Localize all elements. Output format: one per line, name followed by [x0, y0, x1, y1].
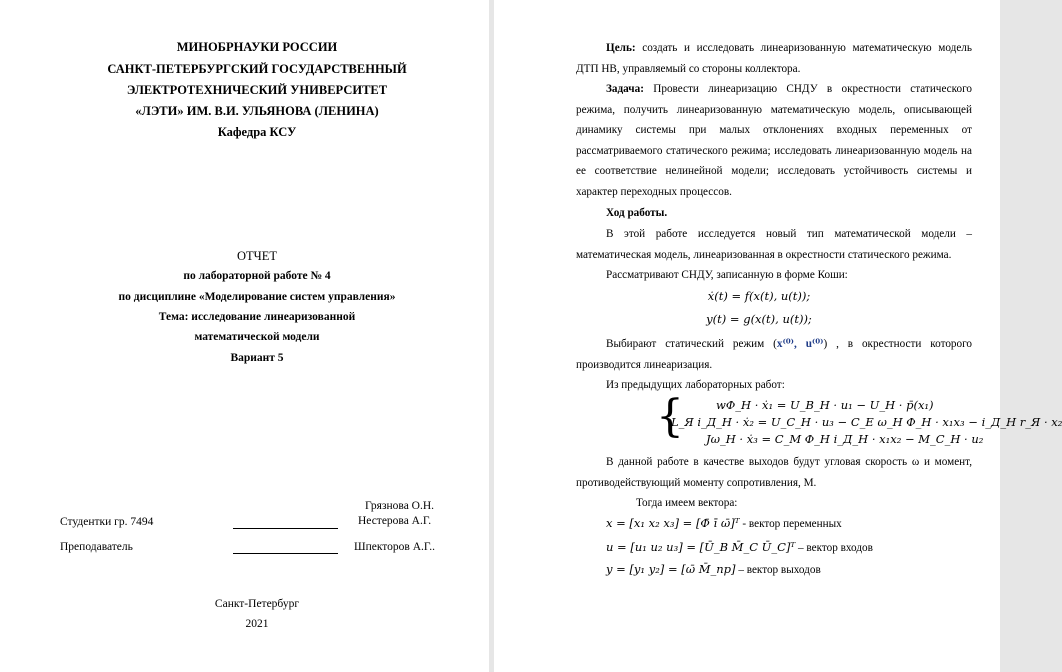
city-line: Санкт-Петербург [214, 598, 300, 610]
topic-line-2: математической модели [194, 331, 320, 343]
equation-state: ẋ(t) = f(x(t), u(t)); [707, 289, 811, 303]
vector-y: y = [y₁ y₂] = [ω̄ M̄_пр] [606, 562, 736, 576]
ministry-line: МИНОБРНАУКИ РОССИИ [176, 40, 338, 54]
vector-u: u = [u₁ u₂ u₃] = [Ū_B M̄_C Ū_C]ᵀ [606, 540, 796, 554]
progress-heading [576, 203, 972, 224]
outputs-text: В данной работе в качестве выходов будут угловая скорость ω и момент, противодействующий моменту сопротивления, М. [576, 456, 972, 489]
intro-text: В этой работе исследуется новый тип математической модели – математическая модель, линеаризованная в окрестности статического режима. [576, 228, 972, 261]
student-name-1: Грязнова О.Н. [365, 500, 435, 512]
static-text-post: ) , в окрестности которого производится линеаризация. [576, 338, 973, 371]
task-paragraph [576, 79, 972, 202]
static-vector: x⁽⁰⁾, u⁽⁰⁾ [776, 338, 824, 350]
static-text-pre: Выбирают статический режим ( [606, 338, 777, 350]
task-text: Провести линеаризацию СНДУ в окрестности статического режима, получить линеаризованную математическую модель, описывающей динамику системы при малых отклонениях входных переменных от рассматриваемого статического режима; исследовать линеаризованную модель на ее соответствие нелинейной модели; исследовать устойчивость системы и характер переходных процессов. [576, 83, 973, 198]
university-line-3: «ЛЭТИ» ИМ. В.И. УЛЬЯНОВА (ЛЕНИНА) [135, 104, 379, 118]
topic-line-1: Тема: исследование линеаризованной [158, 311, 356, 323]
vector-x-description: - вектор переменных [742, 518, 842, 530]
cauchy-paragraph [576, 265, 972, 286]
university-line-2: ЭЛЕКТРОТЕХНИЧЕСКИЙ УНИВЕРСИТЕТ [126, 83, 388, 97]
goal-label: Цель: [606, 42, 636, 54]
variant-line: Вариант 5 [230, 352, 284, 364]
department-line: Кафедра КСУ [217, 125, 297, 139]
vector-x-line [606, 516, 842, 530]
report-heading: ОТЧЕТ [236, 249, 278, 263]
vector-x: x = [x₁ x₂ x₃] = [Φ̄ ī ω̄]ᵀ [606, 516, 740, 530]
system-brace: { [656, 391, 684, 442]
title-page [0, 0, 489, 672]
system-equation-1: wΦ_H · ẋ₁ = U_B_H · u₁ − U_H · p̄(x₁) [716, 398, 934, 412]
vector-u-description: – вектор входов [798, 542, 873, 554]
system-equation-2: L_Я i_Д_Н · ẋ₂ = U_C_H · u₃ − C_E ω_H Φ_H · x₁x₃ − i_Д_Н r_Я · x₂ [671, 415, 1062, 429]
student-name-2: Нестерова А.Г. [358, 515, 432, 527]
vector-y-line [606, 562, 821, 576]
students-label: Студентки гр. 7494 [60, 516, 154, 528]
vectors-intro: Тогда имеем вектора: [636, 497, 738, 509]
year-line: 2021 [245, 618, 269, 630]
vector-y-description: – вектор выходов [738, 564, 821, 576]
previous-work-paragraph [576, 375, 972, 396]
previous-work-text: Из предыдущих лабораторных работ: [606, 379, 785, 391]
progress-heading-text: Ход работы. [606, 207, 668, 219]
cauchy-text: Рассматривают СНДУ, записанную в форме Коши: [606, 269, 848, 281]
lab-work-line: по лабораторной работе № 4 [183, 270, 331, 282]
goal-text: создать и исследовать линеаризованную математическую модель ДТП НВ, управляемый со стороны коллектора. [576, 42, 972, 75]
content-page [494, 0, 1062, 672]
equation-output: y(t) = g(x(t), u(t)); [706, 312, 812, 326]
teacher-signature-line [233, 553, 338, 554]
teacher-name: Шпекторов А.Г.. [354, 541, 436, 553]
task-label: Задача: [606, 83, 644, 95]
vector-u-line [606, 540, 873, 554]
intro-paragraph [576, 224, 972, 265]
system-equation-3: Jω_H · ẋ₃ = C_M Φ_H i_Д_Н · x₁x₂ − M_C_H · u₂ [706, 432, 984, 446]
university-line-1: САНКТ-ПЕТЕРБУРГСКИЙ ГОСУДАРСТВЕННЫЙ [107, 62, 407, 76]
static-mode-paragraph [576, 334, 972, 375]
teacher-label: Преподаватель [60, 541, 133, 553]
outputs-paragraph [576, 452, 972, 493]
discipline-line: по дисциплине «Моделирование систем управления» [118, 291, 396, 303]
student-signature-line [233, 528, 338, 529]
goal-paragraph [576, 38, 972, 79]
